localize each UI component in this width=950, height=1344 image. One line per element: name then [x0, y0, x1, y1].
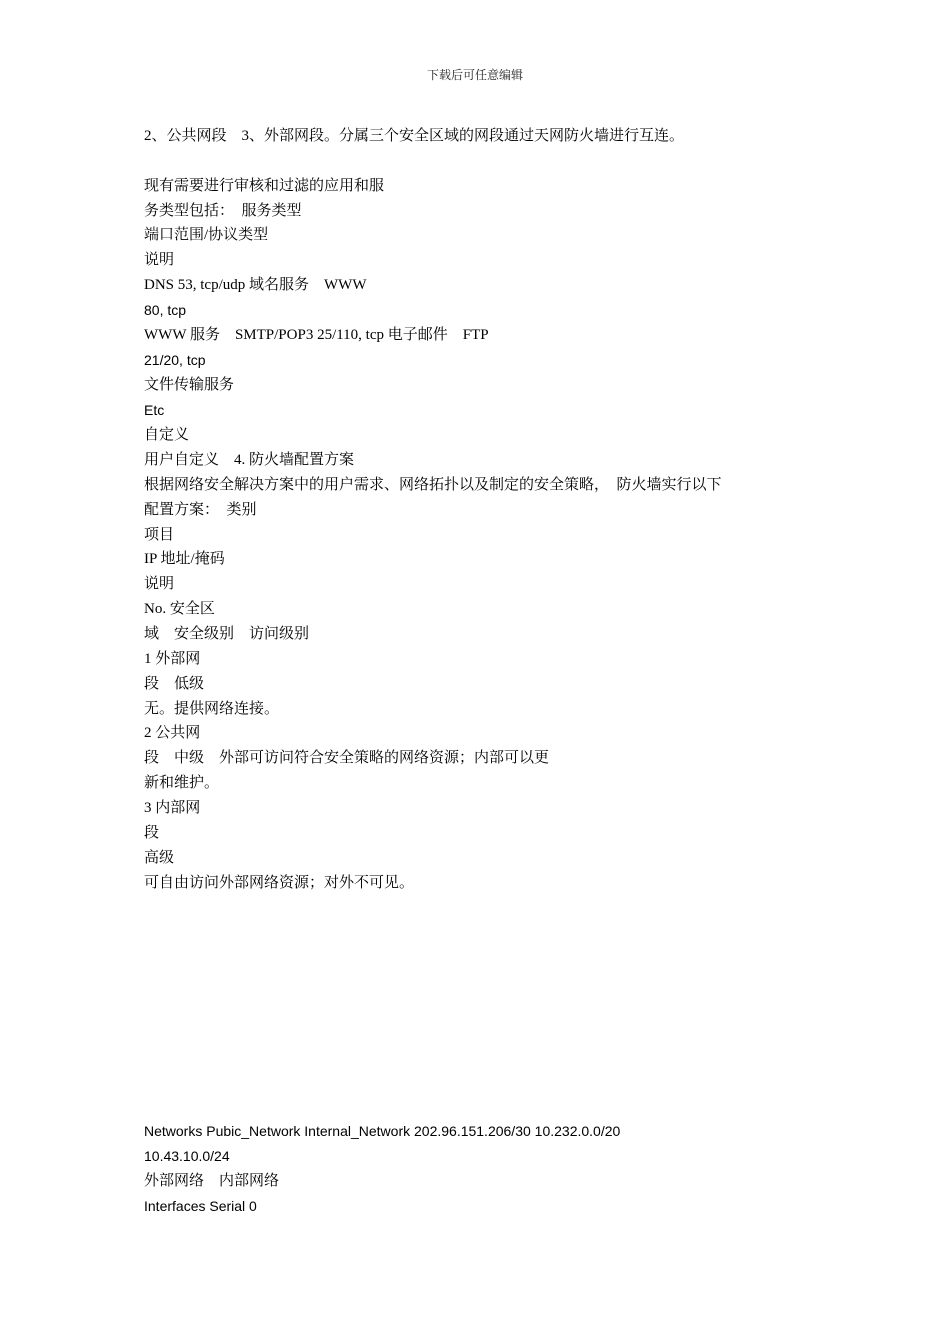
- paragraph-line: DNS 53, tcp/udp 域名服务 WWW: [144, 277, 367, 293]
- paragraph-line: 高级: [144, 850, 175, 866]
- paragraph-line: 用户自定义 4. 防火墙配置方案: [144, 452, 355, 468]
- paragraph-line: IP 地址/掩码: [144, 551, 225, 567]
- paragraph-line: 端口范围/协议类型: [144, 227, 269, 243]
- page-header: 下载后可任意编辑: [426, 68, 523, 82]
- paragraph-line: 新和维护。: [144, 775, 220, 791]
- paragraph-line: Networks Pubic_Network Internal_Network 202.96.151.206/30 10.232.0.0/20: [144, 1123, 621, 1139]
- paragraph-line: 80, tcp: [144, 302, 187, 318]
- paragraph-line: 外部网络 内部网络: [144, 1173, 280, 1189]
- paragraph-line: 说明: [144, 252, 175, 268]
- paragraph-line: 21/20, tcp: [144, 352, 206, 368]
- paragraph-line: 说明: [144, 576, 175, 592]
- paragraph-line: 域 安全级别 访问级别: [144, 626, 310, 642]
- paragraph-line: 无。提供网络连接。: [144, 701, 280, 717]
- paragraph-line: 文件传输服务: [144, 377, 235, 393]
- paragraph-line: WWW 服务 SMTP/POP3 25/110, tcp 电子邮件 FTP: [144, 327, 489, 343]
- paragraph-line: 可自由访问外部网络资源；对外不可见。: [144, 875, 415, 891]
- paragraph-line: 10.43.10.0/24: [144, 1148, 230, 1164]
- paragraph-line: 段 低级: [144, 676, 205, 692]
- paragraph-line: 段: [144, 825, 160, 841]
- paragraph-line: 3 内部网: [144, 800, 201, 816]
- paragraph-line: 务类型包括： 服务类型: [144, 203, 302, 219]
- paragraph-line: 配置方案： 类别: [144, 502, 257, 518]
- paragraph-line: 根据网络安全解决方案中的用户需求、网络拓扑以及制定的安全策略， 防火墙实行以下: [144, 477, 722, 493]
- paragraph-line: 自定义: [144, 427, 190, 443]
- paragraph-line: 2 公共网: [144, 725, 201, 741]
- paragraph-line: 段 中级 外部可访问符合安全策略的网络资源；内部可以更: [144, 750, 550, 766]
- paragraph-line: Interfaces Serial 0: [144, 1198, 257, 1214]
- paragraph-line: 1 外部网: [144, 651, 201, 667]
- paragraph-line: Etc: [144, 402, 165, 418]
- paragraph-line: 项目: [144, 527, 175, 543]
- paragraph-line: 2、公共网段 3、外部网段。分属三个安全区域的网段通过天网防火墙进行互连。: [144, 128, 685, 144]
- paragraph-line: No. 安全区: [144, 601, 215, 617]
- paragraph-line: 现有需要进行审核和过滤的应用和服: [144, 178, 385, 194]
